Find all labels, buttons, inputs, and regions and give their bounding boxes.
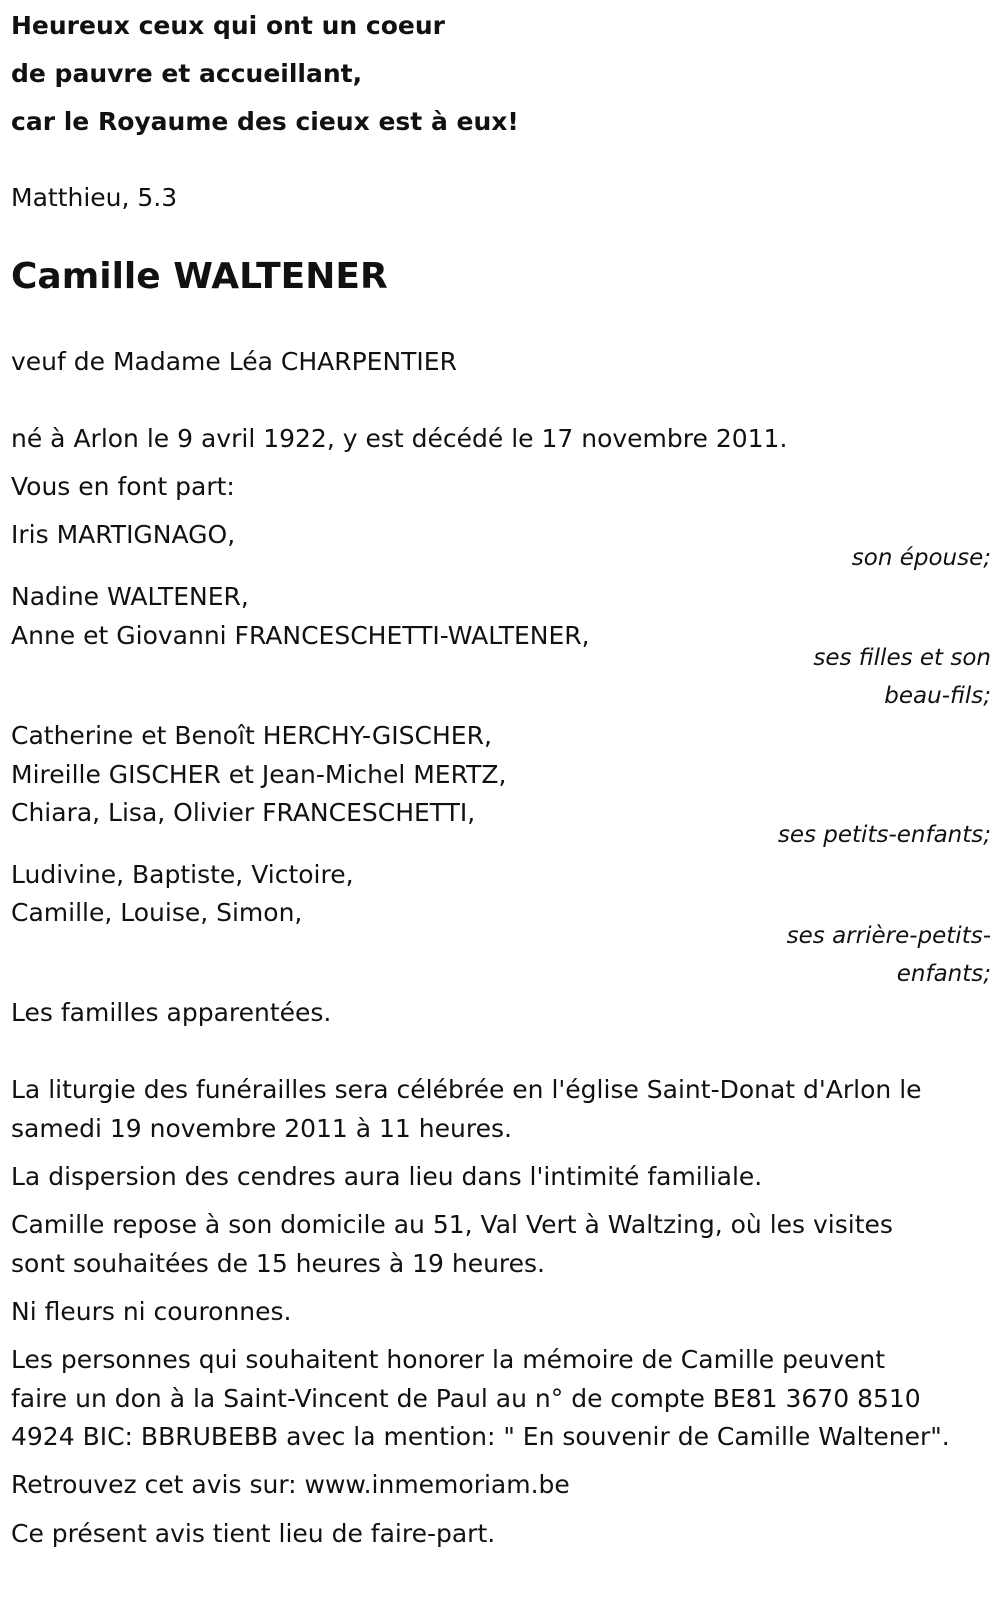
grandchild-name: Catherine et Benoît HERCHY-GISCHER, — [11, 721, 492, 750]
website-line: Retrouvez cet avis sur: www.inmemoriam.be — [11, 1470, 570, 1499]
liturgy-line-1: La liturgie des funérailles sera célébrée en l'église Saint-Donat d'Arlon le — [11, 1075, 922, 1104]
announcement: Vous en font part: — [11, 472, 235, 501]
rest-line-2: sont souhaitées de 15 heures à 19 heures. — [11, 1249, 546, 1278]
grandchild-name: Mireille GISCHER et Jean-Michel MERTZ, — [11, 760, 507, 789]
verse-reference: Matthieu, 5.3 — [11, 183, 178, 212]
grandchildren-relation: ses petits-enfants; — [777, 822, 991, 848]
closing-line: Ce présent avis tient lieu de faire-part. — [11, 1519, 496, 1548]
obituary-notice — [11, 0, 991, 1616]
donation-line-2: faire un don à la Saint-Vincent de Paul au n° de compte BE81 3670 8510 — [11, 1384, 921, 1413]
donation-line-3: 4924 BIC: BBRUBEBB avec la mention: " En souvenir de Camille Waltener". — [11, 1422, 950, 1451]
flowers-line: Ni fleurs ni couronnes. — [11, 1297, 292, 1326]
great-grandchild-name: Ludivine, Baptiste, Victoire, — [11, 860, 354, 889]
children-relation-line-1: ses filles et son — [813, 645, 991, 671]
ashes-line: La dispersion des cendres aura lieu dans l'intimité familiale. — [11, 1162, 763, 1191]
child-name: Anne et Giovanni FRANCESCHETTI-WALTENER, — [11, 621, 590, 650]
great-grandchild-name: Camille, Louise, Simon, — [11, 898, 303, 927]
verse-line-2: de pauvre et accueillant, — [11, 59, 363, 88]
donation-line-1: Les personnes qui souhaitent honorer la mémoire de Camille peuvent — [11, 1345, 886, 1374]
birth-death: né à Arlon le 9 avril 1922, y est décédé le 17 novembre 2011. — [11, 424, 788, 453]
spouse-name: Iris MARTIGNAGO, — [11, 520, 236, 549]
deceased-name: Camille WALTENER — [11, 256, 388, 297]
relatives-line: Les familles apparentées. — [11, 998, 332, 1027]
verse-line-3: car le Royaume des cieux est à eux! — [11, 107, 519, 136]
spouse-relation: son épouse; — [851, 545, 991, 571]
great-grandchildren-relation-line-1: ses arrière-petits- — [786, 923, 991, 949]
great-grandchildren-relation-line-2: enfants; — [896, 961, 991, 987]
verse-line-1: Heureux ceux qui ont un coeur — [11, 11, 445, 40]
child-name: Nadine WALTENER, — [11, 582, 249, 611]
liturgy-line-2: samedi 19 novembre 2011 à 11 heures. — [11, 1114, 512, 1143]
rest-line-1: Camille repose à son domicile au 51, Val Vert à Waltzing, où les visites — [11, 1210, 893, 1239]
grandchild-name: Chiara, Lisa, Olivier FRANCESCHETTI, — [11, 798, 476, 827]
children-relation-line-2: beau-fils; — [884, 683, 991, 709]
widower-of: veuf de Madame Léa CHARPENTIER — [11, 347, 457, 376]
